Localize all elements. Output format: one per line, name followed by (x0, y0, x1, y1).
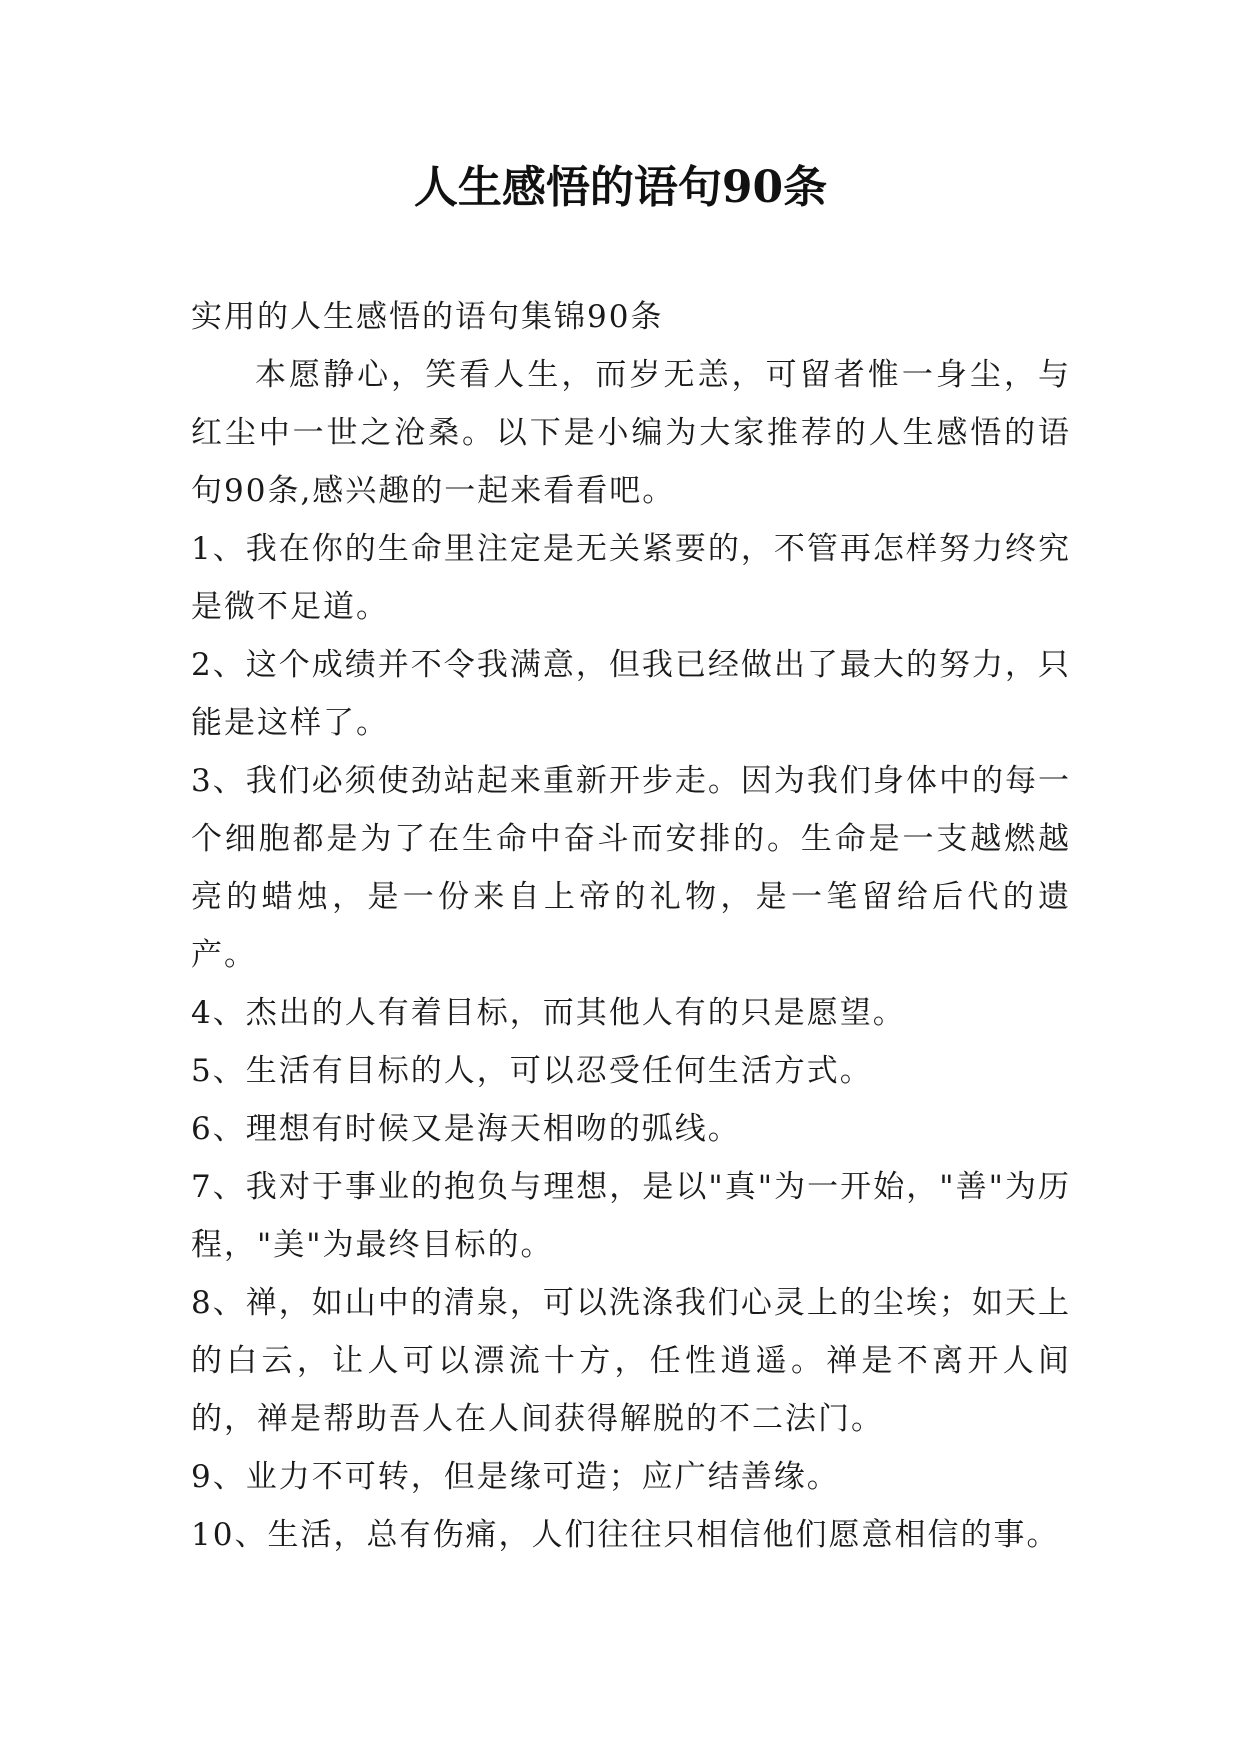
list-item: 8、禅，如山中的清泉，可以洗涤我们心灵上的尘埃；如天上的白云，让人可以漂流十方，任性逍遥。禅是不离开人间的，禅是帮助吾人在人间获得解脱的不二法门。 (191, 1285, 1071, 1437)
list-item: 2、这个成绩并不令我满意，但我已经做出了最大的努力，只能是这样了。 (191, 647, 1071, 741)
list-item: 1、我在你的生命里注定是无关紧要的，不管再怎样努力终究是微不足道。 (191, 531, 1071, 625)
list-item: 4、杰出的人有着目标，而其他人有的只是愿望。 (191, 995, 906, 1031)
intro-paragraph: 本愿静心，笑看人生，而岁无恙，可留者惟一身尘，与红尘中一世之沧桑。以下是小编为大家推荐的人生感悟的语句90条,感兴趣的一起来看看吧。 (191, 357, 1071, 509)
list-item: 10、生活，总有伤痛，人们往往只相信他们愿意相信的事。 (191, 1517, 1060, 1553)
list-item: 7、我对于事业的抱负与理想，是以"真"为一开始，"善"为历程，"美"为最终目标的。 (191, 1169, 1071, 1263)
list-item: 6、理想有时候又是海天相吻的弧线。 (191, 1111, 741, 1147)
document-body (191, 288, 1071, 1564)
list-item: 5、生活有目标的人，可以忍受任何生活方式。 (191, 1053, 873, 1089)
list-item: 3、我们必须使劲站起来重新开步走。因为我们身体中的每一个细胞都是为了在生命中奋斗而安排的。生命是一支越燃越亮的蜡烛，是一份来自上帝的礼物，是一笔留给后代的遗产。 (191, 763, 1071, 973)
document-subtitle: 实用的人生感悟的语句集锦90条 (191, 299, 664, 335)
list-item: 9、业力不可转，但是缘可造；应广结善缘。 (191, 1459, 840, 1495)
document-title: 人生感悟的语句90条 (413, 162, 828, 213)
